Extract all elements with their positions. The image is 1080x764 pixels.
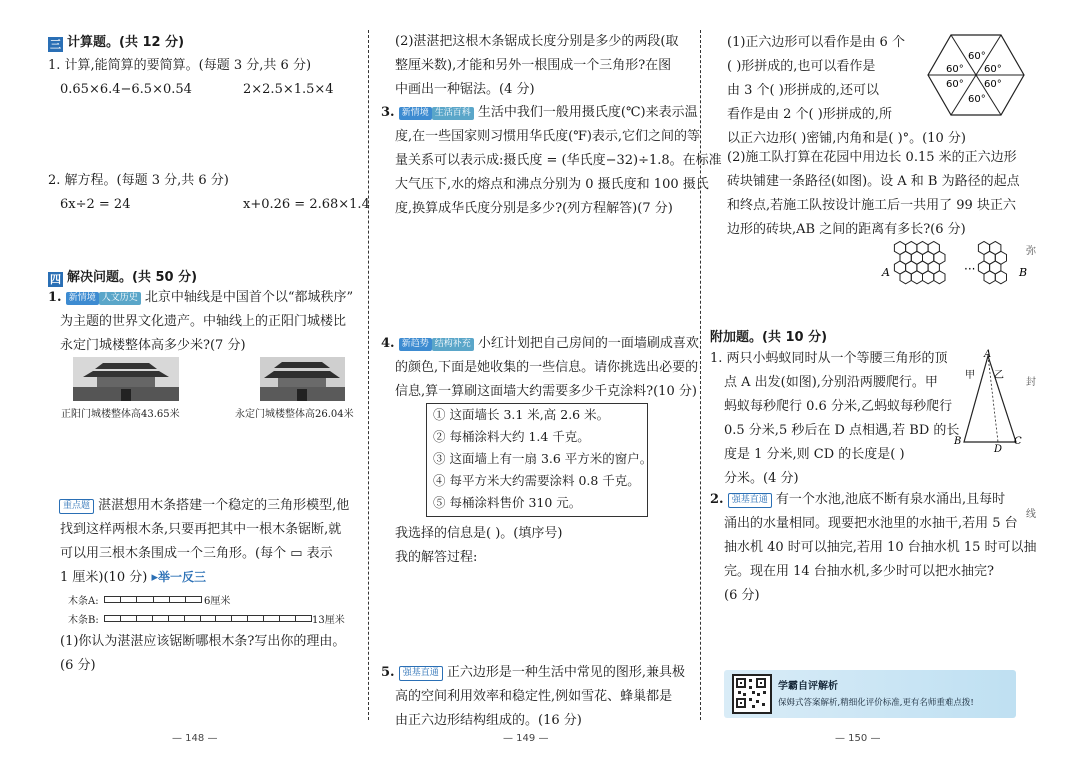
stick-a-length: 6厘米 [204,596,231,607]
problem-1-line-1 [48,285,353,310]
hexagon-q1-line-4: 看作是由 2 个( )形拼成的,所 [727,107,892,122]
vertex-c: C [1014,436,1022,447]
info-item: ② 每桶涂料大约 1.4 千克。 [433,429,590,444]
caption-zhengyangmen: 正阳门城楼整体高43.65米 [61,409,180,420]
problem-5-text-1: 正六边形是一种生活中常见的图形,兼具极 [446,665,686,680]
hexagon-q1-line-1: (1)正六边形可以看作是由 6 个 [727,35,905,50]
problem-3-line-5: 度,换算成华氏度分别是多少?(列方程解答)(7 分) [395,201,673,216]
stick-a-label: 木条A: [68,596,99,607]
info-box [426,403,653,517]
info-item: ③ 这面墙上有一扇 3.6 平方米的窗户。 [433,451,653,466]
info-item: ⑤ 每桶涂料售价 310 元。 [433,495,582,510]
tag-new-context: 新情境 [66,292,99,305]
ant-jia-label: 甲 [965,370,975,381]
gate-tower-icon [260,357,345,401]
tag-humanities: 人文历史 [99,292,141,305]
problem-4-number: 4. [381,336,395,351]
hexagon-path-diagram [880,238,1030,300]
point-d: D [994,444,1003,452]
angle-label: 60° [984,64,1002,75]
angle-label: 60° [968,94,986,105]
self-assessment-banner[interactable] [724,670,1016,718]
problem-5-line-1 [381,660,685,685]
problem-2-text-4: 1 厘米)(10 分) [60,570,148,585]
gate-tower-icon [73,357,179,401]
ellipsis: ··· [964,262,976,276]
solution-process-label: 我的解答过程: [395,550,478,565]
problem-5-line-2: 高的空间利用效率和稳定性,例如雪花、蜂巢都是 [395,689,673,704]
equation-1: 6x÷2 = 24 [60,197,131,212]
hexagon-tile [984,271,995,284]
point-a-label: A [882,266,890,279]
arrow-right-icon: ▸ [151,570,158,585]
hexagon-tile [911,271,922,284]
problem-2-line-1 [59,493,349,518]
expression-1: 0.65×6.4−6.5×0.54 [60,82,192,97]
expression-2: 2×2.5×1.5×4 [243,82,334,97]
problem-2-text-1: 湛湛想用木条搭建一个稳定的三角形模型,他 [98,498,350,513]
page-divider-right [700,30,701,720]
extra-q2-text-1: 有一个水池,池底不断有泉水涌出,且每时 [775,492,1006,507]
equation-2: x+0.26 = 2.68×1.4 [243,197,370,212]
problem-3-line-4: 大气压下,水的熔点和沸点分别为 0 摄氏度和 100 摄氏 [395,177,709,192]
problem-3-line-3: 量关系可以表示成:摄氏度 = (华氏度−32)÷1.8。在标准 [395,153,722,168]
problem-2-sub-1-points: (6 分) [60,658,96,673]
binding-mark-3: 线 [1026,509,1036,520]
extra-q1-line-1: 1. 两只小蚂蚁同时从一个等腰三角形的顶 [710,351,948,366]
page-divider-left [368,30,369,720]
tag-new-context: 新情境 [399,107,432,120]
problem-4-text-1: 小红计划把自己房间的一面墙刷成喜欢 [477,336,699,351]
tag-new-trend: 新趋势 [399,338,432,351]
problem-3-number: 3. [381,105,395,120]
hexagon-q2-line-3: 和终点,若施工队按设计施工后一共用了 99 块正六 [727,198,1016,213]
problem-1-number: 1. [48,290,62,305]
info-item: ④ 每平方米大约需要涂料 0.8 千克。 [433,473,640,488]
hexagon-q1-line-2: ( )形拼成的,也可以看作是 [727,59,876,74]
hexagon-tile [995,271,1006,284]
problem-2-sub-1: (1)你认为湛湛应该锯断哪根木条?写出你的理由。 [60,634,346,649]
problem-5-number: 5. [381,665,395,680]
problem-1-text-1: 北京中轴线是中国首个以“都城秩序” [144,290,354,305]
problem-4-line-1 [381,331,699,356]
problem-5-line-3: 由正六边形结构组成的。(16 分) [395,713,582,728]
problem-2-line-2: 找到这样两根木条,只要再把其中一根木条锯断,就 [60,522,342,537]
banner-text: 保姆式答案解析,精细化评价标准,更有名师重难点拨! [778,698,974,708]
tag-strong-base: 强基直通 [728,493,772,508]
section-4-heading [48,266,197,287]
hexagon-q1-line-5: 以正六边形( )密铺,内角和是( )°。(10 分) [727,131,967,146]
link-similar-practice[interactable]: 举一反三 [157,570,206,584]
hexagon-q2-line-4: 边形的砖块,AB 之间的距离有多长?(6 分) [727,222,966,237]
section-4-number: 四 [50,273,61,286]
extra-q2-line-5: (6 分) [724,588,760,603]
tag-key-question: 重点题 [59,499,94,514]
page-number-150: — 150 — [835,733,881,744]
extra-q2-line-2: 涌出的水量相同。现要把水池里的水抽干,若用 5 台 [724,516,1018,531]
stick-b-ruler [104,615,312,622]
hexagon-diagram [926,30,1026,120]
vertex-b: B [954,436,962,447]
extra-q1-line-4: 0.5 分米,5 秒后在 D 点相遇,若 BD 的长 [724,423,960,438]
problem-2-line-4 [60,565,206,590]
problem-2-sub-2-line-1: (2)湛湛把这根木条锯成长度分别是多少的两段(取 [395,34,679,49]
section-4-title: 解决问题。(共 50 分) [67,270,198,285]
question-2: 2. 解方程。(每题 3 分,共 6 分) [48,173,229,188]
hexagon-tile [900,271,911,284]
extra-q2-line-3: 抽水机 40 时可以抽完,若用 10 台抽水机 15 时可以抽 [724,540,1037,555]
info-choice-line: 我选择的信息是( )。(填序号) [395,526,563,541]
info-item: ① 这面墙长 3.1 米,高 2.6 米。 [433,407,610,422]
angle-label: 60° [984,79,1002,90]
extra-q2-line-4: 完。现在用 14 台抽水机,多少时可以把水抽完? [724,564,994,579]
stick-b-length: 13厘米 [312,615,345,626]
problem-3-line-2: 度,在一些国家则习惯用华氏度(℉)表示,它们之间的等 [395,129,701,144]
section-3-number: 三 [50,38,61,51]
binding-mark-1: 弥 [1026,246,1036,257]
section-3-heading [48,31,184,52]
isosceles-triangle-diagram [952,348,1024,452]
problem-1-line-2: 为主题的世界文化遗产。中轴线上的正阳门城楼比 [60,314,347,329]
banner-title: 学霸自评解析 [778,681,838,692]
stick-a-ruler [104,596,202,603]
page-number-149: — 149 — [503,733,549,744]
problem-1-line-3: 永定门城楼整体高多少米?(7 分) [60,338,246,353]
question-1: 1. 计算,能简算的要简算。(每题 3 分,共 6 分) [48,58,312,73]
problem-4-line-3: 信息,算一算刷这面墙大约需要多少千克涂料?(10 分) [395,384,697,399]
problem-2-line-3: 可以用三根木条围成一个三角形。(每个 ▭ 表示 [60,546,333,561]
yongdingmen-photo [260,357,345,401]
section-3-title: 计算题。(共 12 分) [67,35,185,50]
extra-q1-line-5: 度是 1 分米,则 CD 的长度是( ) [724,447,905,462]
binding-mark-2: 封 [1026,377,1036,388]
extra-q2-line-1 [710,487,1005,512]
hexagon-tile [923,271,934,284]
zhengyangmen-photo [73,357,179,401]
angle-label: 60° [968,51,986,62]
page-number-148: — 148 — [172,733,218,744]
extra-section-heading: 附加题。(共 10 分) [710,330,828,345]
problem-4-line-2: 的颜色,下面是她收集的一些信息。请你挑选出必要的 [395,360,699,375]
problem-2-sub-2-line-2: 整厘米数),才能和另外一根围成一个三角形?在图 [395,58,672,73]
extra-q1-line-2: 点 A 出发(如图),分别沿两腰爬行。甲 [724,375,938,390]
hexagon-q2-line-2: 砖块铺建一条路径(如图)。设 A 和 B 为路径的起点 [727,174,1020,189]
angle-label: 60° [946,64,964,75]
tag-strong-base: 强基直通 [399,666,443,681]
extra-q1-line-3: 蚂蚁每秒爬行 0.6 分米,乙蚂蚁每秒爬行 [724,399,953,414]
caption-yongdingmen: 永定门城楼整体高26.04米 [235,409,354,420]
point-b-label: B [1019,266,1028,279]
problem-2-sub-2-line-3: 中画出一种锯法。(4 分) [395,82,535,97]
ant-yi-label: 乙 [994,370,1004,381]
hexagon-q2-line-1: (2)施工队打算在花园中用边长 0.15 米的正六边形 [727,150,1017,165]
hexagon-tile [934,271,945,284]
extra-q1-line-6: 分米。(4 分) [724,471,799,486]
extra-q2-number: 2. [710,492,724,507]
hexagon-q1-line-3: 由 3 个( )形拼成的,还可以 [727,83,879,98]
tag-structure-supplement: 结构补充 [432,338,474,351]
problem-3-line-1 [381,100,698,125]
vertex-a: A [984,349,992,360]
qr-code-icon[interactable] [732,674,772,714]
stick-b-label: 木条B: [68,615,99,626]
tag-life-encyclopedia: 生活百科 [432,107,474,120]
problem-3-text-1: 生活中我们一般用摄氏度(℃)来表示温 [477,105,698,120]
angle-label: 60° [946,79,964,90]
